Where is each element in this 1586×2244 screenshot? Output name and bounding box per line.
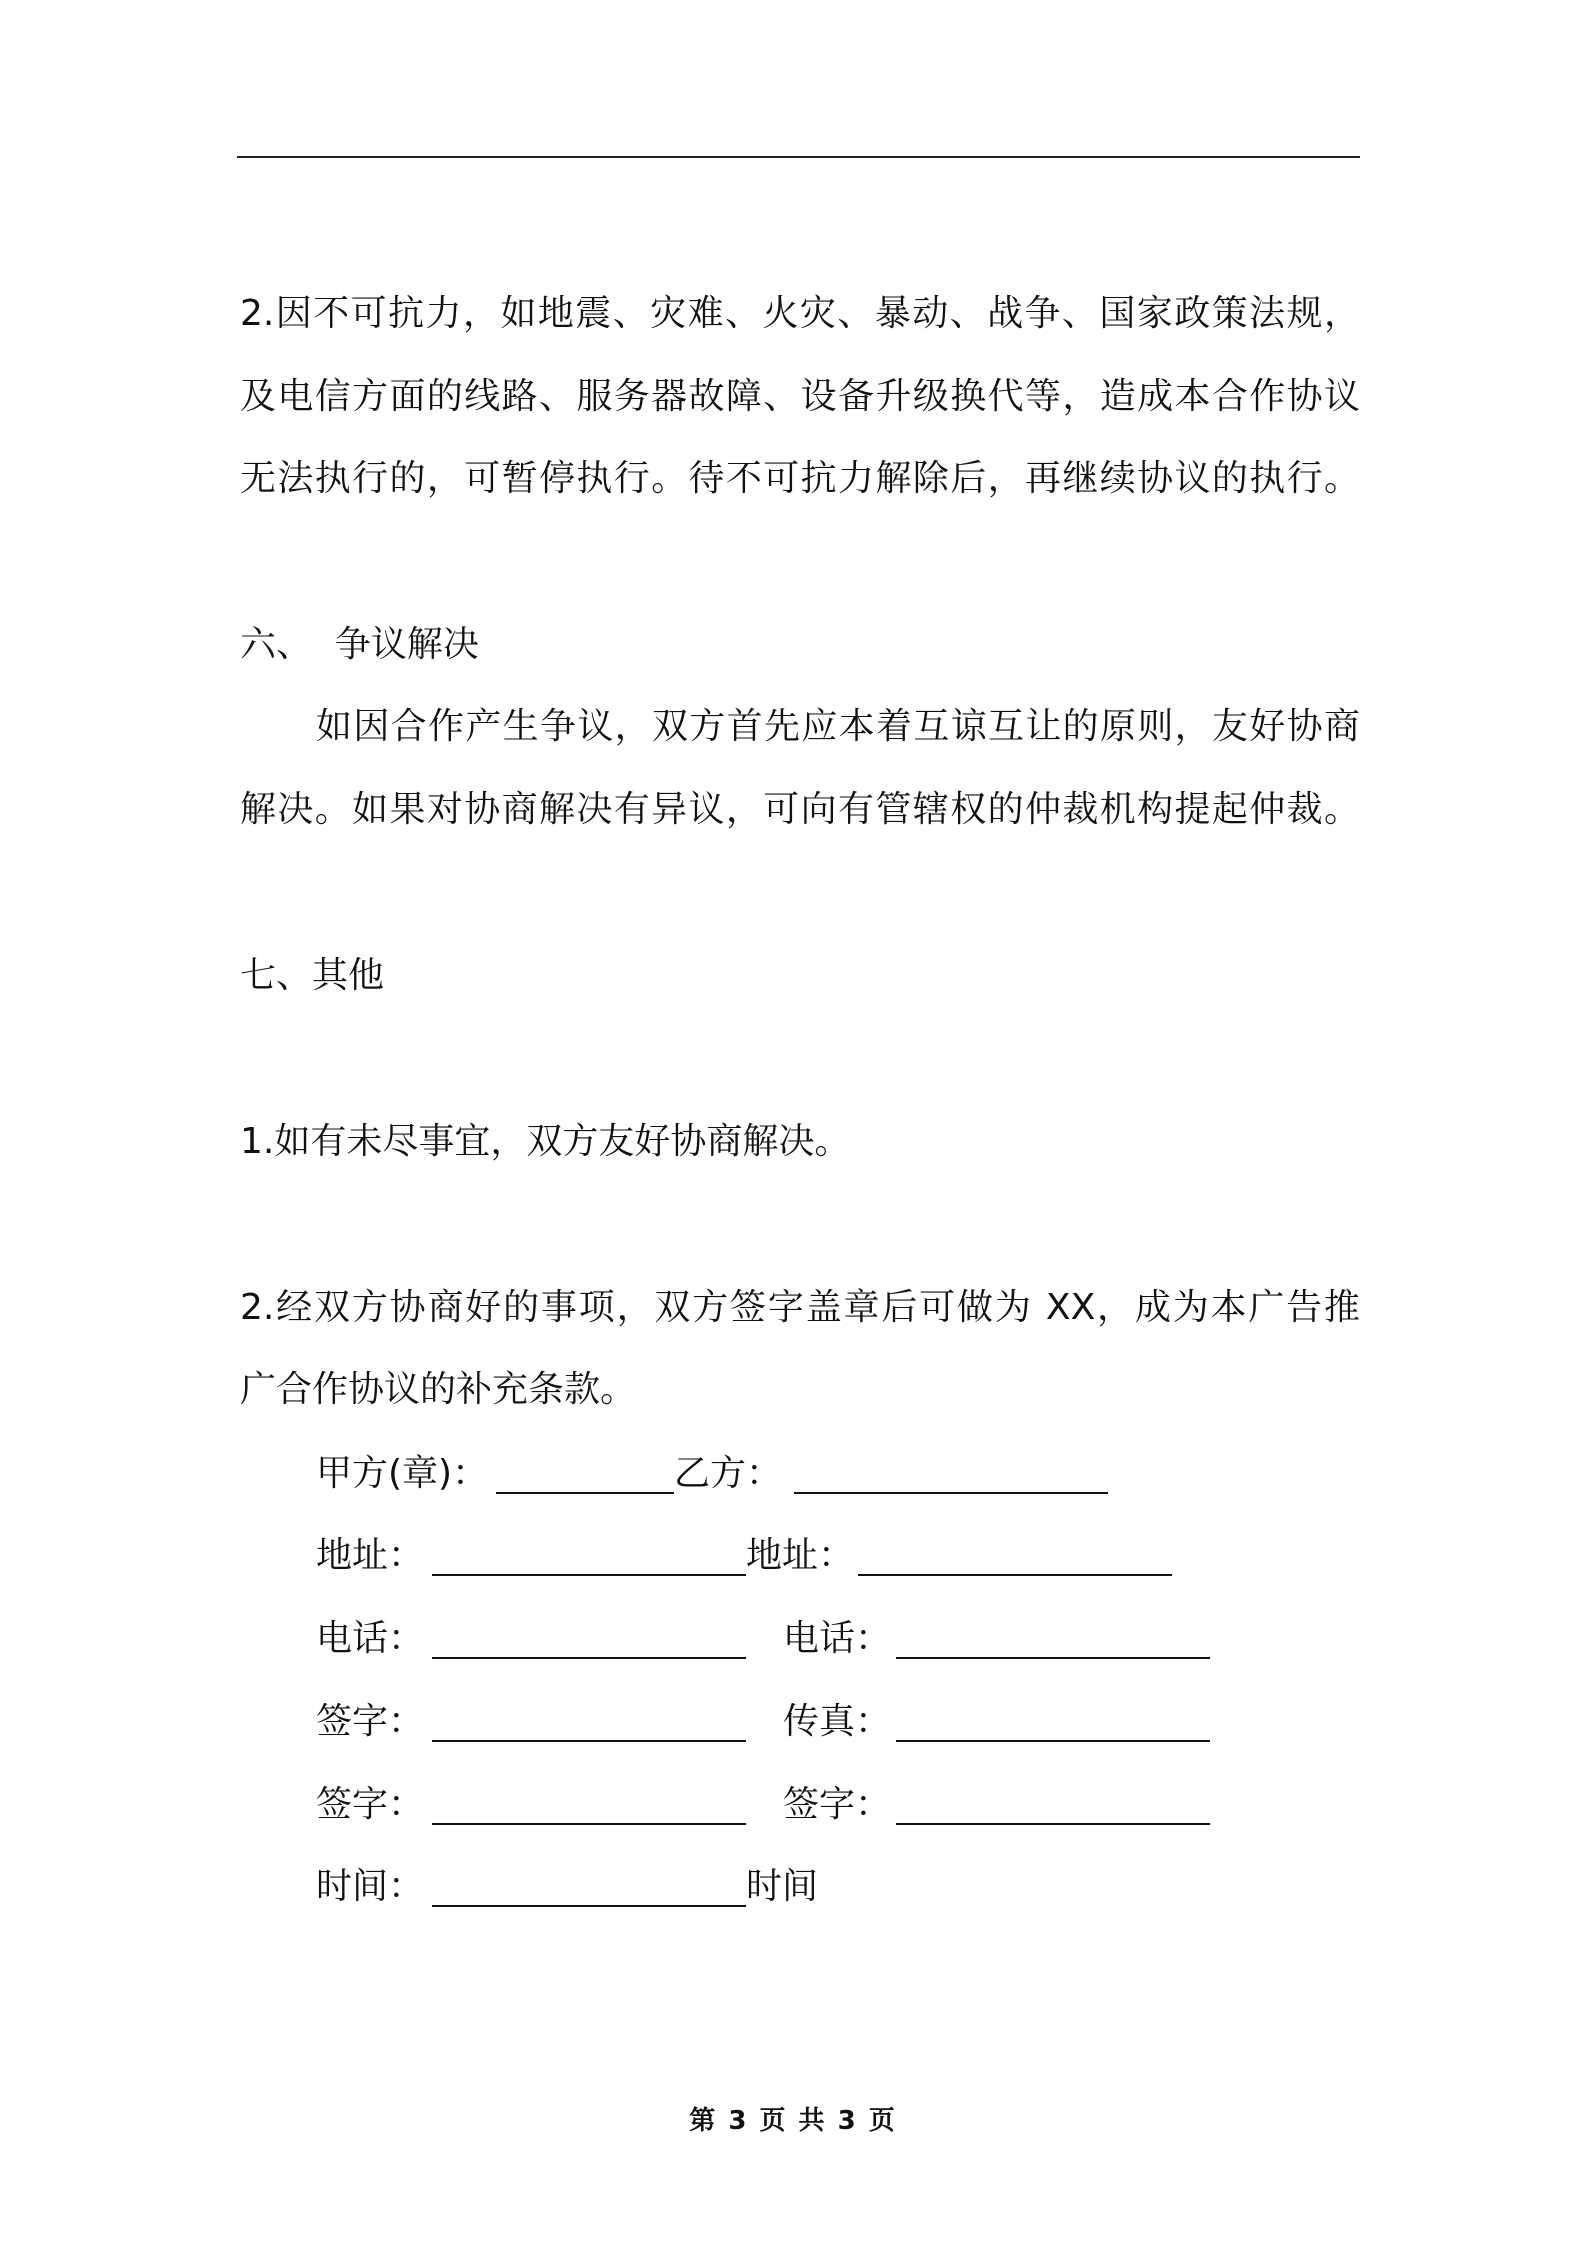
phone-a-label: 电话：	[316, 1618, 425, 1659]
page-footer: 第 3 页 共 3 页	[689, 2106, 897, 2136]
sign-b-label: 签字：	[783, 1784, 892, 1825]
party-a-blank[interactable]	[496, 1456, 674, 1494]
time-a-blank[interactable]	[432, 1869, 746, 1907]
fax-b-label: 传真：	[783, 1701, 892, 1742]
force-majeure-line-3: 无法执行的，可暂停执行。待不可抗力解除后，再继续协议的执行。	[240, 458, 1360, 499]
section-six-line-1: 如因合作产生争议，双方首先应本着互谅互让的原则，友好协商	[316, 706, 1360, 747]
party-a-label: 甲方(章)：	[316, 1453, 489, 1494]
section-seven-heading: 七、其他	[240, 955, 385, 996]
sign-a2-blank[interactable]	[432, 1787, 746, 1825]
address-b-label: 地址：	[746, 1535, 855, 1576]
force-majeure-line-2: 及电信方面的线路、服务器故障、设备升级换代等，造成本合作协议	[240, 376, 1360, 417]
fax-b-blank[interactable]	[896, 1704, 1210, 1742]
sign-a-blank[interactable]	[432, 1704, 746, 1742]
header-rule	[237, 156, 1360, 158]
section-seven-item-2-line-2: 广合作协议的补充条款。	[240, 1369, 637, 1410]
phone-b-label: 电话：	[783, 1618, 892, 1659]
section-seven-item-2-line-1: 2.经双方协商好的事项，双方签字盖章后可做为 XX，成为本广告推	[240, 1287, 1360, 1328]
time-a-label: 时间：	[316, 1866, 425, 1907]
sign-a2-label: 签字：	[316, 1784, 425, 1825]
time-b-label: 时间	[746, 1866, 819, 1907]
force-majeure-line-1: 2.因不可抗力，如地震、灾难、火灾、暴动、战争、国家政策法规，	[240, 293, 1360, 334]
party-b-label: 乙方：	[674, 1453, 783, 1494]
sign-a-label: 签字：	[316, 1701, 425, 1742]
party-b-blank[interactable]	[794, 1456, 1108, 1494]
section-six-line-2: 解决。如果对协商解决有异议，可向有管辖权的仲裁机构提起仲裁。	[240, 789, 1360, 830]
address-a-blank[interactable]	[432, 1538, 746, 1576]
phone-a-blank[interactable]	[432, 1621, 746, 1659]
address-b-blank[interactable]	[858, 1538, 1172, 1576]
section-six-heading: 六、 争议解决	[240, 624, 479, 665]
section-seven-item-1: 1.如有未尽事宜，双方友好协商解决。	[240, 1121, 851, 1162]
phone-b-blank[interactable]	[896, 1621, 1210, 1659]
sign-b-blank[interactable]	[896, 1787, 1210, 1825]
address-a-label: 地址：	[316, 1535, 425, 1576]
